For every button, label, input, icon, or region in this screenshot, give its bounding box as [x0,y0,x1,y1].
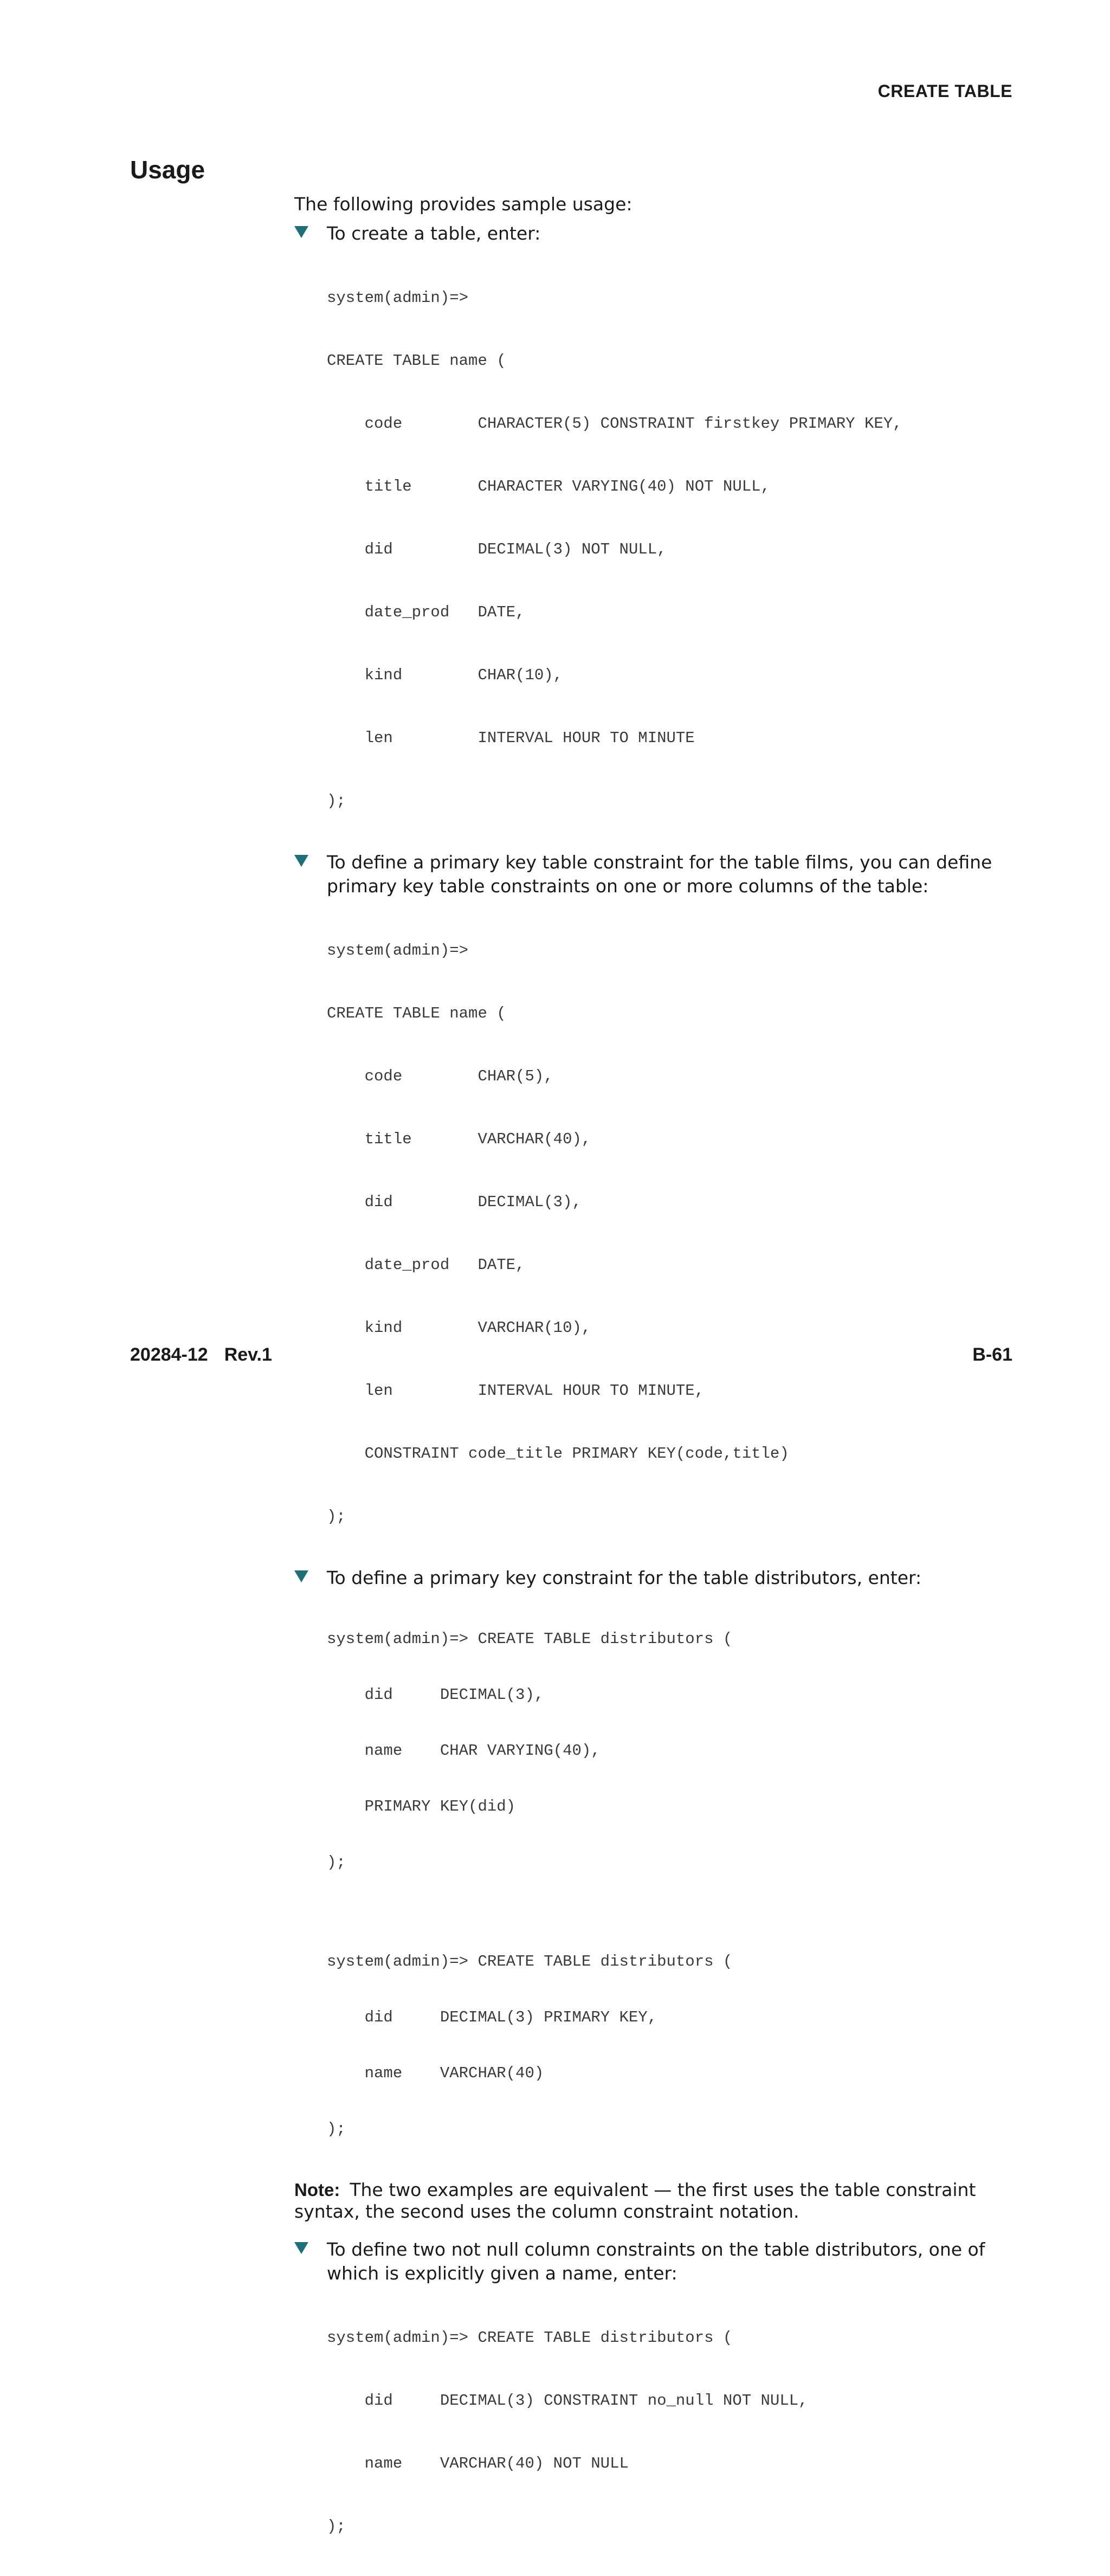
list-item-text: To create a table, enter: [327,223,541,244]
code-line: name CHAR VARYING(40), [327,1742,601,1760]
code-line: CREATE TABLE name ( [327,1004,506,1022]
code-line: ); [327,1853,346,1871]
note [294,2179,1015,2223]
triangle-bullet-icon [294,2242,308,2254]
code-line: title CHARACTER VARYING(40) NOT NULL, [327,478,770,495]
code-line: did DECIMAL(3), [327,1686,544,1704]
list-item-text: To define a primary key constraint for the table distributors, enter: [327,1567,922,1588]
intro-text: The following provides sample usage: [294,194,633,215]
code-line: len INTERVAL HOUR TO MINUTE, [327,1382,705,1400]
list-item [294,851,1015,898]
code-line: title VARCHAR(40), [327,1130,591,1148]
code-line: system(admin)=> CREATE TABLE distributors ( [327,1630,733,1648]
code-line: ); [327,792,346,810]
code-line: system(admin)=> CREATE TABLE distributors ( [327,2329,733,2347]
list-item [294,222,1015,246]
code-line: did DECIMAL(3) CONSTRAINT no_null NOT NULL, [327,2392,808,2410]
code-line: ); [327,2517,346,2535]
list-item [294,1566,1015,1590]
code-line: system(admin)=> [327,942,469,959]
running-header: CREATE TABLE [877,81,1012,101]
code-line: date_prod DATE, [327,1256,525,1274]
usage-content [294,192,1015,2576]
code-line: kind VARCHAR(10), [327,1319,591,1337]
triangle-bullet-icon [294,1570,308,1582]
code-line: len INTERVAL HOUR TO MINUTE [327,729,695,747]
note-text: The two examples are equivalent — the first uses the table constraint syntax, the second uses the column constraint notation. [294,2179,976,2222]
code-line: code CHARACTER(5) CONSTRAINT firstkey PRIMARY KEY, [327,415,902,433]
code-line: name VARCHAR(40) NOT NULL [327,2455,629,2472]
code-line: did DECIMAL(3) NOT NULL, [327,540,667,558]
code-line: ); [327,2120,346,2138]
code-line: ); [327,1508,346,1525]
page-number: B-61 [972,1344,1012,1365]
code-line: kind CHAR(10), [327,666,563,684]
code-line: PRIMARY KEY(did) [327,1798,516,1815]
code-block [327,249,1015,851]
code-line: date_prod DATE, [327,603,525,621]
triangle-bullet-icon [294,226,308,238]
list-item [294,2238,1015,2285]
code-line: CONSTRAINT code_title PRIMARY KEY(code,title) [327,1445,789,1463]
revision: Rev.1 [224,1344,272,1365]
code-block [327,901,1015,1566]
triangle-bullet-icon [294,855,308,867]
code-block [327,1593,1015,2175]
section-title: Usage [130,156,205,184]
footer-doc-info [130,1344,272,1366]
code-line: did DECIMAL(3) PRIMARY KEY, [327,2008,657,2026]
code-line: system(admin)=> [327,289,469,307]
code-line: did DECIMAL(3), [327,1193,582,1211]
code-line: CREATE TABLE name ( [327,352,506,370]
code-block [327,2289,1015,2576]
code-line: system(admin)=> CREATE TABLE distributors ( [327,1953,733,1970]
list-item-text: To define a primary key table constraint for the table films, you can define primary key table constraints on one or more columns of the table: [327,852,992,897]
doc-number: 20284-12 [130,1344,208,1365]
code-line: name VARCHAR(40) [327,2064,544,2082]
code-line: code CHAR(5), [327,1067,553,1085]
note-label: Note: [294,2180,340,2200]
list-item-text: To define two not null column constraints on the table distributors, one of which is explicitly given a name, enter: [327,2239,985,2284]
